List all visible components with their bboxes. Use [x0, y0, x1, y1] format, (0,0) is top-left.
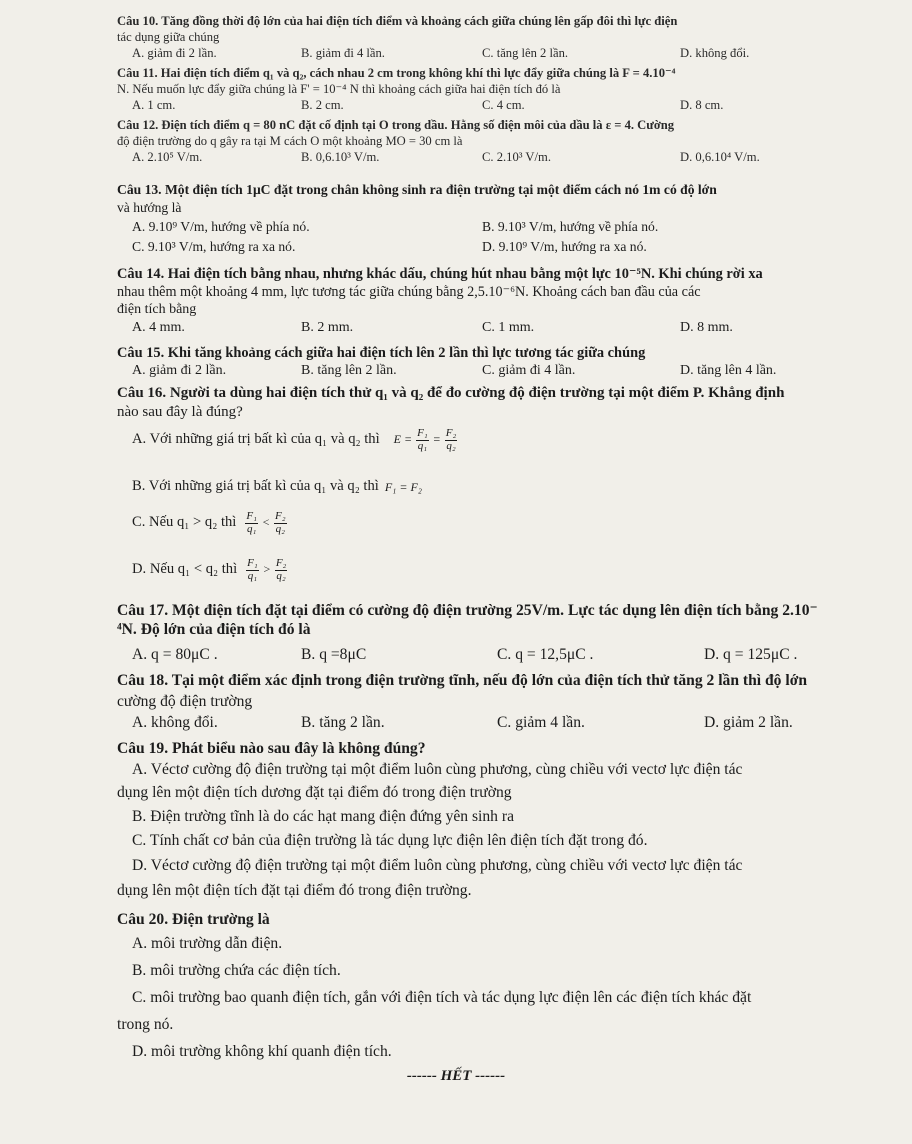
end-marker: ------ HẾT ------ [406, 1068, 506, 1084]
q13-option-b: B. 9.10³ V/m, hướng về phía nó. [482, 219, 659, 234]
q10-option-b: B. giảm đi 4 lần. [301, 46, 385, 60]
equals-sign: = [432, 431, 441, 446]
fraction-f2-q2 [274, 511, 287, 535]
q15-stem: Câu 15. Khi tăng khoảng cách giữa hai điện tích lên 2 lần thì lực tương tác giữa chúng [117, 345, 646, 361]
q20-option-b: B. môi trường chứa các điện tích. [132, 962, 341, 979]
q19-stem-text: Câu 19. Phát biểu nào sau đây là [117, 740, 339, 757]
frac-num: F₂ [275, 510, 286, 522]
q17-option-d: D. q = 125μC . [704, 646, 798, 663]
q17-stem-cont: ⁴N. Độ lớn của điện tích đó là [117, 621, 311, 638]
q18-option-d: D. giảm 2 lần. [704, 714, 793, 731]
q14-option-c: C. 1 mm. [482, 320, 535, 335]
q15-option-a: A. giảm đi 2 lần. [132, 363, 227, 378]
q16-option-c [132, 511, 288, 535]
q19-stem-end: ? [417, 740, 426, 757]
frac-den: q₁ [247, 569, 258, 582]
q12-option-b: B. 0,6.10³ V/m. [301, 150, 380, 164]
q11-option-b: B. 2 cm. [301, 98, 344, 112]
q19-stem-emphasis: không đúng [338, 740, 418, 757]
q16-option-d [132, 558, 288, 582]
frac-den: q₁ [417, 439, 428, 452]
q16-a-formula [394, 428, 459, 452]
fraction-f2-q2 [275, 558, 288, 582]
q16-c-formula [244, 511, 287, 535]
q12-option-c: C. 2.10³ V/m. [482, 150, 551, 164]
q19-option-a-cont: dụng lên một điện tích dương đặt tại điểm đó trong điện trường [117, 784, 512, 801]
q16-option-b [132, 478, 422, 495]
equals-sign: = [399, 479, 408, 494]
q12-option-a: A. 2.10⁵ V/m. [132, 150, 203, 164]
q14-stem-cont2: điện tích bằng [117, 302, 197, 317]
q11-option-d: D. 8 cm. [680, 98, 724, 112]
q17-option-b: B. q =8μC [301, 646, 367, 663]
q16-option-a [132, 428, 458, 452]
q14-option-d: D. 8 mm. [680, 320, 733, 335]
q17-stem: Câu 17. Một điện tích đặt tại điểm có cường độ điện trường 25V/m. Lực tác dụng lên điện tích bằng 2.10⁻ [117, 602, 818, 619]
q19-option-b: B. Điện trường tĩnh là do các hạt mang điện đứng yên sinh ra [132, 808, 514, 825]
q13-stem-cont: và hướng là [117, 200, 182, 215]
q16-option-a-text: A. Với những giá trị bất kì của q₁ và q₂ thì [132, 431, 380, 448]
q15-option-c: C. giảm đi 4 lần. [482, 363, 576, 378]
q17-option-c: C. q = 12,5μC . [497, 646, 594, 663]
q19-option-a: A. Véctơ cường độ điện trường tại một điểm luôn cùng phương, cùng chiều với vectơ lực điện tác [132, 761, 743, 778]
q20-option-a: A. môi trường dẫn điện. [132, 935, 283, 952]
q20-option-d: D. môi trường không khí quanh điện tích. [132, 1043, 392, 1060]
frac-num: F₁ [417, 427, 428, 439]
q14-option-b: B. 2 mm. [301, 320, 354, 335]
q10-stem-cont: tác dụng giữa chúng [117, 30, 220, 44]
q12-stem: Câu 12. Điện tích điểm q = 80 nC đặt cố định tại O trong dầu. Hằng số điện môi của dầu là ε = 4. Cường [117, 118, 675, 132]
frac-num: F₂ [275, 557, 287, 569]
q18-option-b: B. tăng 2 lần. [301, 714, 385, 731]
q10-option-d: D. không đổi. [680, 46, 750, 60]
q18-stem: Câu 18. Tại một điểm xác định trong điện trường tĩnh, nếu độ lớn của điện tích thử tăng 2 lần thì độ lớn [117, 672, 808, 689]
q18-option-c: C. giảm 4 lần. [497, 714, 585, 731]
q18-stem-cont: cường độ điện trường [117, 693, 253, 710]
q16-option-c-text: C. Nếu q₁ > q₂ thì [132, 514, 237, 531]
q20-option-c-cont: trong nó. [117, 1016, 174, 1033]
q13-option-d: D. 9.10⁹ V/m, hướng ra xa nó. [482, 239, 647, 254]
frac-den: q₂ [275, 522, 285, 535]
frac-num: F₁ [246, 510, 257, 522]
q11-stem-cont: N. Nếu muốn lực đẩy giữa chúng là F' = 10⁻⁴ N thì khoảng cách giữa hai điện tích đó là [117, 82, 561, 96]
fraction-f1-q1 [245, 511, 258, 535]
q16-stem-cont: nào sau đây là đúng? [117, 404, 243, 420]
q13-option-a: A. 9.10⁹ V/m, hướng về phía nó. [132, 219, 310, 234]
q13-stem: Câu 13. Một điện tích 1μC đặt trong chân không sinh ra điện trường tại một điểm cách nó 1m có độ lớn [117, 182, 717, 197]
q10-stem: Câu 10. Tăng đồng thời độ lớn của hai điện tích điểm và khoảng cách giữa chúng lên gấp đôi thì lực điện [117, 14, 678, 28]
q12-option-d: D. 0,6.10⁴ V/m. [680, 150, 760, 164]
fraction-f1-q1 [416, 428, 429, 452]
q10-option-a: A. giảm đi 2 lần. [132, 46, 217, 60]
less-than-sign: < [261, 514, 271, 529]
frac-num: F₁ [247, 557, 258, 569]
fraction-f1-q1 [246, 558, 259, 582]
q14-option-a: A. 4 mm. [132, 320, 185, 335]
q11-option-c: C. 4 cm. [482, 98, 525, 112]
q18-option-a: A. không đổi. [132, 714, 218, 731]
greater-than-sign: > [262, 561, 271, 576]
q15-option-d: D. tăng lên 4 lần. [680, 363, 777, 378]
q14-stem-cont: nhau thêm một khoảng 4 mm, lực tương tác giữa chúng bằng 2,5.10⁻⁶N. Khoảng cách ban đầu của các [117, 284, 701, 300]
q16-option-d-text: D. Nếu q₁ < q₂ thì [132, 561, 238, 578]
q15-option-b: B. tăng lên 2 lần. [301, 363, 397, 378]
q20-stem: Câu 20. Điện trường là [117, 911, 270, 928]
q19-option-d: D. Véctơ cường độ điện trường tại một điểm luôn cùng phương, cùng chiều với vectơ lực điện tác [132, 857, 743, 874]
q19-option-c: C. Tính chất cơ bản của điện trường là tác dụng lực điện lên điện tích đặt trong đó. [132, 832, 648, 849]
q11-stem: Câu 11. Hai điện tích điểm q₁ và q₂, cách nhau 2 cm trong không khí thì lực đẩy giữa chúng là F = 4.10⁻⁴ [117, 66, 676, 80]
q16-stem: Câu 16. Người ta dùng hai điện tích thử q₁ và q₂ để đo cường độ điện trường tại một điểm P. Khẳng định [117, 385, 785, 401]
vec-e: E [393, 431, 401, 446]
q16-option-b-text: B. Với những giá trị bất kì của q₁ và q₂ thì [132, 478, 379, 494]
q14-stem: Câu 14. Hai điện tích bằng nhau, nhưng khác dấu, chúng hút nhau bằng một lực 10⁻⁵N. Khi chúng rời xa [117, 266, 763, 282]
q17-option-a: A. q = 80μC . [132, 646, 218, 663]
frac-den: q₂ [446, 439, 456, 452]
fraction-f2-q2 [445, 428, 458, 452]
vec-f2: F₂ [410, 479, 422, 494]
q16-d-formula [245, 558, 288, 582]
q20-option-c: C. môi trường bao quanh điện tích, gắn với điện tích và tác dụng lực điện lên các điện tích khác đặt [132, 989, 752, 1006]
frac-num: F₂ [445, 427, 457, 439]
q19-stem [117, 740, 426, 758]
q16-b-formula [385, 480, 422, 494]
frac-den: q₂ [276, 569, 286, 582]
q13-option-c: C. 9.10³ V/m, hướng ra xa nó. [132, 239, 296, 254]
q10-option-c: C. tăng lên 2 lần. [482, 46, 569, 60]
frac-den: q₁ [246, 522, 257, 535]
vec-f1: F₁ [384, 479, 397, 494]
equals-sign: = [404, 431, 413, 446]
q12-stem-cont: độ điện trường do q gây ra tại M cách O một khoảng MO = 30 cm là [117, 134, 463, 148]
q19-option-d-cont: dụng lên một điện tích đặt tại điểm đó trong điện trường. [117, 882, 472, 899]
q11-option-a: A. 1 cm. [132, 98, 176, 112]
